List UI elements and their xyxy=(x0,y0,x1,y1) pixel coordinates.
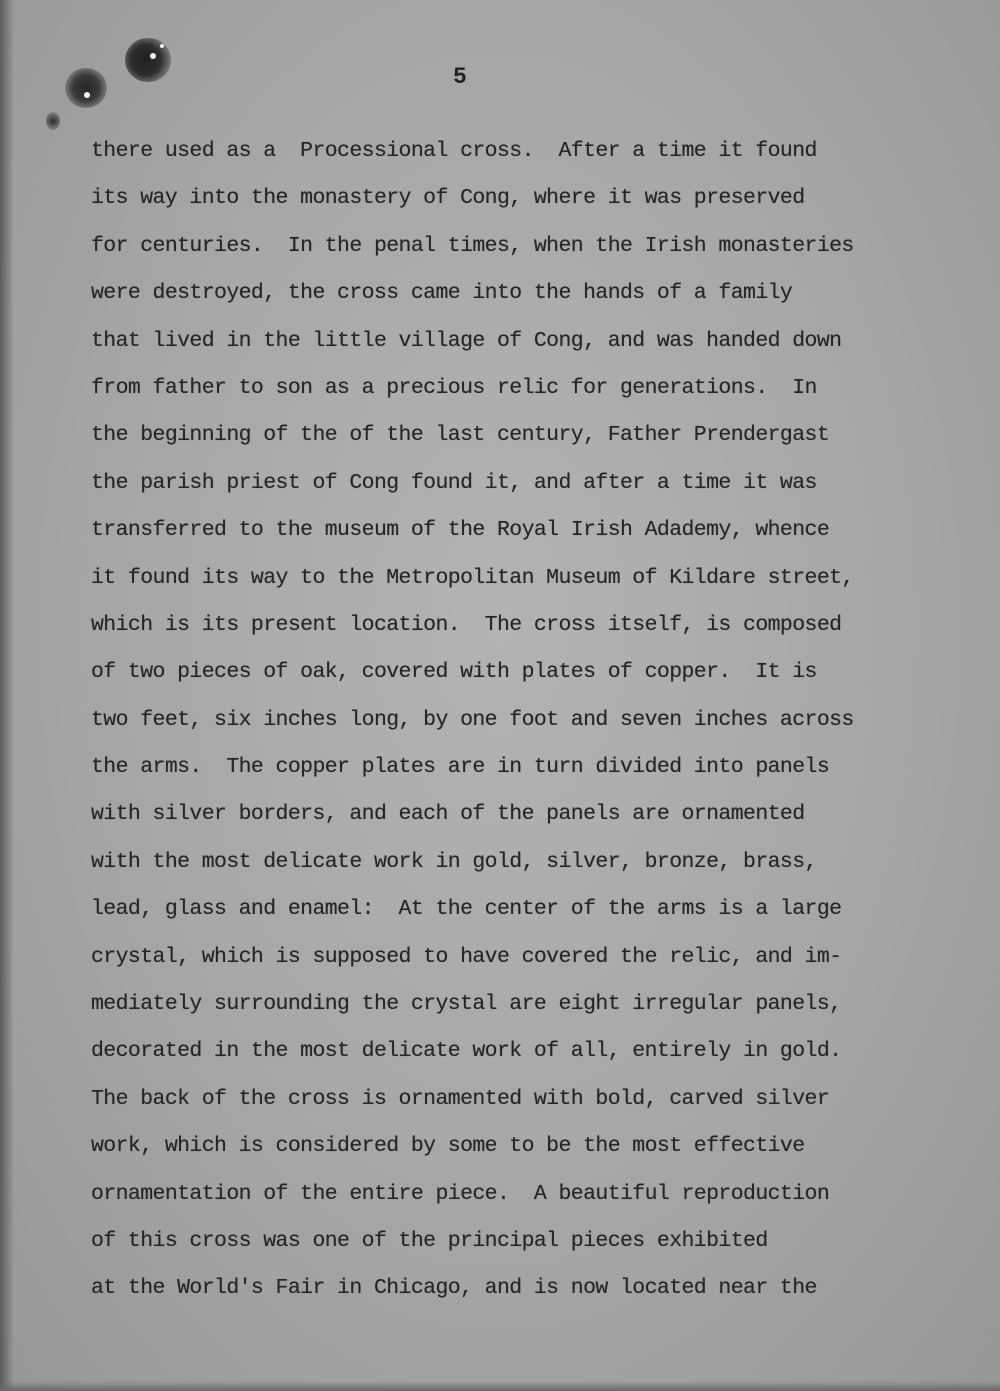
text-line: from father to son as a precious relic for generations. In xyxy=(91,375,817,400)
text-line: lead, glass and enamel: At the center of the arms is a large xyxy=(91,897,842,922)
text-line: of this cross was one of the principal pieces exhibited xyxy=(91,1228,768,1253)
text-line: which is its present location. The cross itself, is composed xyxy=(91,612,842,637)
text-line: two feet, six inches long, by one foot and seven inches across xyxy=(91,707,854,732)
page-edge-shadow xyxy=(0,0,14,1391)
ink-stain xyxy=(65,68,107,108)
punch-hole xyxy=(150,53,156,59)
text-line: there used as a Processional cross. After a time it found xyxy=(91,139,817,163)
text-line: with the most delicate work in gold, silver, bronze, brass, xyxy=(91,849,817,874)
text-line: of two pieces of oak, covered with plates of copper. It is xyxy=(91,660,817,685)
text-line: crystal, which is supposed to have covered the relic, and im- xyxy=(91,944,842,969)
text-line: decorated in the most delicate work of all, entirely in gold. xyxy=(91,1039,842,1064)
punch-hole xyxy=(84,92,90,98)
text-line: were destroyed, the cross came into the hands of a family xyxy=(91,281,793,306)
text-line: the arms. The copper plates are in turn divided into panels xyxy=(91,755,830,780)
text-line: that lived in the little village of Cong, and was handed down xyxy=(91,328,842,353)
text-line: at the World's Fair in Chicago, and is now located near the xyxy=(91,1276,817,1301)
text-line: mediately surrounding the crystal are eight irregular panels, xyxy=(91,992,842,1017)
text-line: it found its way to the Metropolitan Museum of Kildare street, xyxy=(91,565,854,590)
text-line: the parish priest of Cong found it, and after a time it was xyxy=(91,470,817,495)
text-line: the beginning of the of the last century, Father Prendergast xyxy=(91,423,830,448)
text-line: work, which is considered by some to be the most effective xyxy=(91,1134,805,1159)
punch-hole xyxy=(160,44,164,48)
ink-stain xyxy=(46,112,60,130)
body-text xyxy=(91,128,991,1313)
page-number: 5 xyxy=(453,64,467,90)
text-line: with silver borders, and each of the panels are ornamented xyxy=(91,802,805,827)
text-line: for centuries. In the penal times, when the Irish monasteries xyxy=(91,233,854,258)
text-line: The back of the cross is ornamented with bold, carved silver xyxy=(91,1086,830,1111)
text-line: ornamentation of the entire piece. A beautiful reproduction xyxy=(91,1181,830,1206)
page-bottom-shadow xyxy=(0,1381,1000,1391)
text-line: its way into the monastery of Cong, where it was preserved xyxy=(91,186,805,211)
text-line: transferred to the museum of the Royal Irish Adademy, whence xyxy=(91,518,830,543)
ink-stain xyxy=(125,38,171,82)
